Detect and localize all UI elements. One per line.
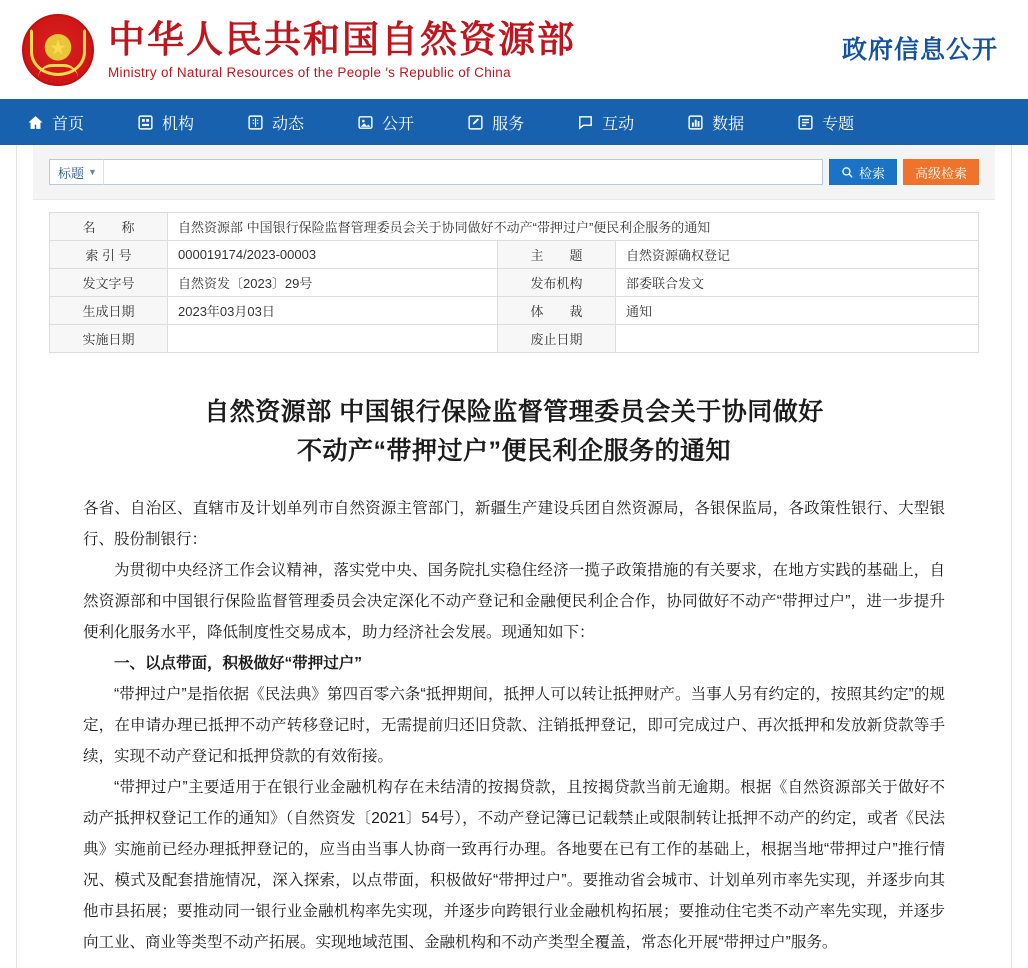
search-icon xyxy=(841,166,854,179)
table-row xyxy=(50,297,979,325)
meta-value-issuer: 部委联合发文 xyxy=(616,269,979,297)
search-button[interactable] xyxy=(829,159,897,185)
building-icon xyxy=(136,113,154,131)
nav-item-topics[interactable] xyxy=(796,111,854,134)
search-scope-value: 标题 xyxy=(58,165,85,181)
search-button-label: 检索 xyxy=(858,165,885,181)
meta-value-effective xyxy=(168,325,498,353)
meta-value-subject: 自然资源确权登记 xyxy=(616,241,979,269)
nav-item-news-label: 动态 xyxy=(272,115,305,133)
table-row xyxy=(50,213,979,241)
article-title-line2: 不动产“带押过户”便民利企服务的通知 xyxy=(296,436,731,465)
table-row xyxy=(50,269,979,297)
meta-value-genre: 通知 xyxy=(616,297,979,325)
article-paragraph: “带押过户”主要适用于在银行业金融机构存在未结清的按揭贷款，且按揭贷款当前无逾期。根据《自然资源部关于做好不动产抵押权登记工作的通知》（自然资发〔2021〕54号），不动产登记簿已记载禁止或限制转让抵押不动产的约定，或者《民法典》实施前已经办理抵押登记的，应当由当事人协商一致再行办理。各地要在已有工作的基础上，根据当地“带押过户”推行情况、模式及配套措施情况，深入探索，以点带面，积极做好“带押过户”。要推动省会城市、计划单列市率先实现，并逐步向其他市县拓展；要推动同一银行业金融机构率先实现，并逐步向跨银行业金融机构拓展；要推动住宅类不动产率先实现，并逐步向工业、商业等类型不动产拓展。实现地域范围、金融机构和不动产类型全覆盖，常态化开展“带押过户”服务。 xyxy=(83,778,945,951)
meta-label-name: 名 称 xyxy=(50,213,168,241)
page-content xyxy=(16,145,1012,968)
main-navigation xyxy=(0,99,1028,145)
chat-icon xyxy=(576,113,594,131)
nav-item-service-label: 服务 xyxy=(492,115,525,133)
meta-value-created: 2023年03月03日 xyxy=(168,297,498,325)
meta-value-index: 000019174/2023-00003 xyxy=(168,241,498,269)
site-title-block xyxy=(108,19,576,81)
document-meta xyxy=(17,200,1011,353)
article-body xyxy=(83,493,945,958)
article-title-line1: 自然资源部 中国银行保险监督管理委员会关于协同做好 xyxy=(204,398,824,426)
search-bar xyxy=(33,145,995,200)
nav-item-disclosure[interactable] xyxy=(356,111,414,134)
table-row xyxy=(50,325,979,353)
search-scope-select[interactable] xyxy=(49,159,103,185)
meta-label-effective: 实施日期 xyxy=(50,325,168,353)
article-paragraph: 为贯彻中央经济工作会议精神，落实党中央、国务院扎实稳住经济一揽子政策措施的有关要求，在地方实践的基础上，自然资源部和中国银行保险监督管理委员会决定深化不动产登记和金融便民利企合作，协同做好不动产“带押过户”，进一步提升便利化服务水平，降低制度性交易成本，助力经济社会发展。现通知如下： xyxy=(83,561,945,641)
meta-label-repealed: 废止日期 xyxy=(498,325,616,353)
meta-label-docnumber: 发文字号 xyxy=(50,269,168,297)
bar-chart-icon xyxy=(686,113,704,131)
pencil-icon xyxy=(466,113,484,131)
table-row xyxy=(50,241,979,269)
document-icon xyxy=(796,113,814,131)
nav-item-data[interactable] xyxy=(686,111,744,134)
search-input[interactable] xyxy=(103,159,823,185)
nav-item-home-label: 首页 xyxy=(52,115,85,133)
meta-label-issuer: 发布机构 xyxy=(498,269,616,297)
nav-item-organization[interactable] xyxy=(136,111,194,134)
home-icon xyxy=(26,113,44,131)
nav-item-news[interactable] xyxy=(246,111,304,134)
nav-item-organization-label: 机构 xyxy=(162,115,195,133)
meta-value-name: 自然资源部 中国银行保险监督管理委员会关于协同做好不动产“带押过户”便民利企服务的通知 xyxy=(168,213,979,241)
nav-item-disclosure-label: 公开 xyxy=(382,115,415,133)
meta-label-subject: 主 题 xyxy=(498,241,616,269)
chevron-down-icon: ▼ xyxy=(88,167,97,177)
gov-info-open-label: 政府信息公开 xyxy=(841,36,998,64)
nav-item-home[interactable] xyxy=(26,111,84,134)
meta-label-created: 生成日期 xyxy=(50,297,168,325)
site-title-en: Ministry of Natural Resources of the People ′s Republic of China xyxy=(108,65,511,81)
advanced-search-button[interactable]: 高级检索 xyxy=(903,159,979,185)
nav-item-interaction-label: 互动 xyxy=(602,115,635,133)
article-section-heading: 一、以点带面，积极做好“带押过户” xyxy=(114,654,363,672)
article xyxy=(17,353,1011,968)
meta-label-index: 索 引 号 xyxy=(50,241,168,269)
nav-item-interaction[interactable] xyxy=(576,111,634,134)
site-title-cn: 中华人民共和国自然资源部 xyxy=(108,18,576,60)
page-title xyxy=(83,393,945,471)
book-icon xyxy=(246,113,264,131)
nav-item-service[interactable] xyxy=(466,111,524,134)
nav-item-topics-label: 专题 xyxy=(822,115,855,133)
meta-value-docnumber: 自然资发〔2023〕29号 xyxy=(168,269,498,297)
site-masthead xyxy=(0,0,1028,99)
image-icon xyxy=(356,113,374,131)
article-paragraph: 各省、自治区、直辖市及计划单列市自然资源主管部门，新疆生产建设兵团自然资源局，各银保监局，各政策性银行、大型银行、股份制银行： xyxy=(83,499,945,548)
nav-item-data-label: 数据 xyxy=(712,115,745,133)
article-paragraph: “带押过户”是指依据《民法典》第四百零六条“抵押期间，抵押人可以转让抵押财产。当事人另有约定的，按照其约定”的规定，在申请办理已抵押不动产转移登记时，无需提前归还旧贷款、注销抵押登记，即可完成过户、再次抵押和发放新贷款等手续，实现不动产登记和抵押贷款的有效衔接。 xyxy=(83,685,945,765)
national-emblem-icon: ★ xyxy=(22,14,94,86)
meta-value-repealed xyxy=(616,325,979,353)
meta-label-genre: 体 裁 xyxy=(498,297,616,325)
meta-table xyxy=(49,212,979,353)
